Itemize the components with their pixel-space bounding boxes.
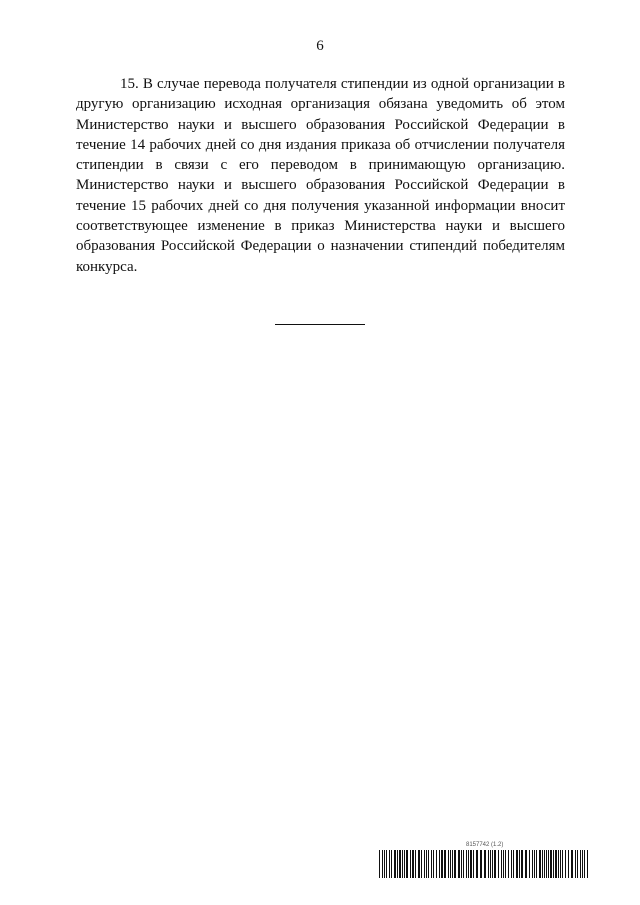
document-code: 8157742 (1.2) [466, 842, 504, 848]
end-separator-line [275, 324, 365, 325]
barcode [379, 850, 588, 878]
paragraph-15: 15. В случае перевода получателя стипендии из одной организации в другую организацию исходная организация обязана уведомить об этом Министерство науки и высшего образования Российской Федерации в течение 14 рабочих дней со дня издания приказа об отчислении получателя стипендии в связи с его переводом в принимающую организацию. Министерство науки и высшего образования Российской Федерации в течение 15 рабочих дней со дня получения указанной информации вносит соответствующее изменение в приказ Министерства науки и высшего образования Российской Федерации о назначении стипендий победителям конкурса. [76, 76, 565, 275]
page-number: 6 [316, 38, 324, 54]
